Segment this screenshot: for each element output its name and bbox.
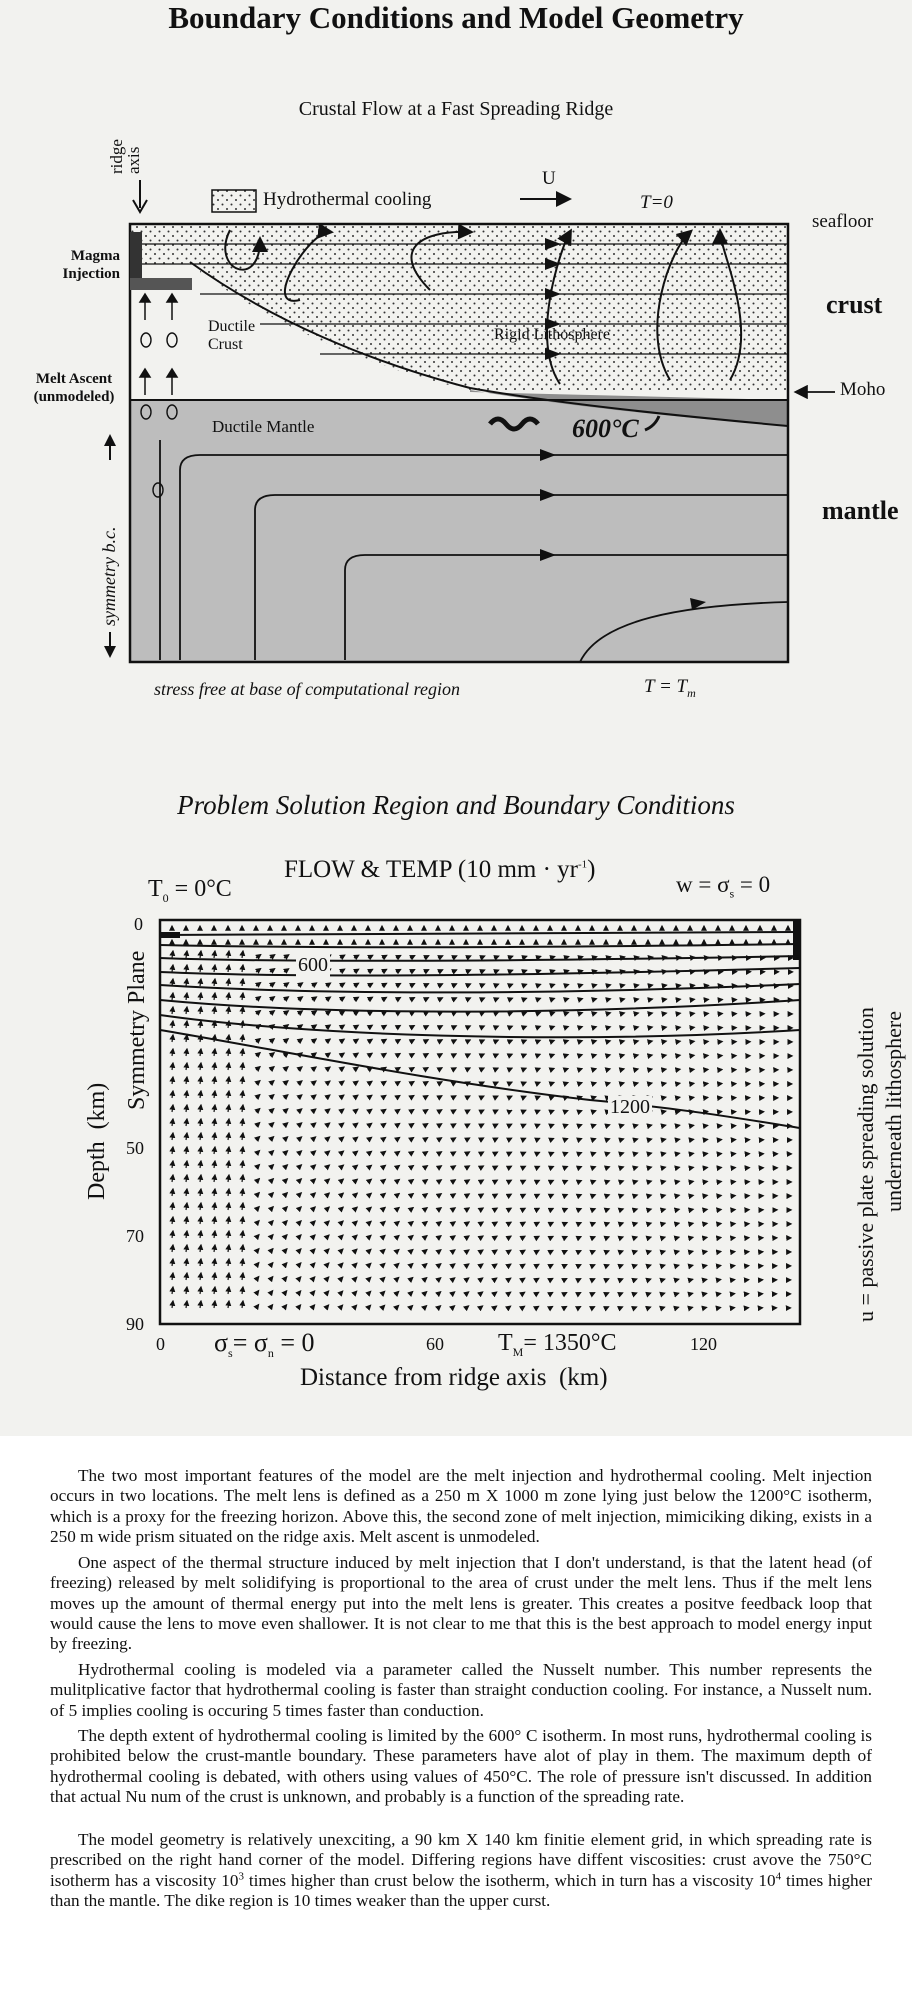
velocity-vector (718, 1083, 722, 1084)
velocity-vector (704, 1069, 708, 1070)
velocity-vector (704, 1083, 708, 1084)
y-tick-50: 50 (126, 1138, 144, 1158)
velocity-vector (718, 971, 723, 972)
velocity-vector (676, 1139, 680, 1140)
velocity-vector (690, 1041, 694, 1042)
velocity-vector (676, 1293, 679, 1294)
velocity-vector (704, 1013, 708, 1014)
velocity-vector (704, 1209, 707, 1210)
velocity-vector (676, 1041, 680, 1042)
velocity-vector (662, 1265, 665, 1266)
velocity-vector (704, 1027, 708, 1028)
ductile-crust-label: Ductile Crust (208, 318, 256, 353)
velocity-vector (662, 1293, 665, 1294)
velocity-vector (718, 1013, 722, 1014)
velocity-vector (662, 1251, 665, 1252)
velocity-vector (690, 1153, 694, 1154)
x-axis-label: Distance from ridge axis (km) (300, 1364, 608, 1391)
velocity-vector (704, 1181, 707, 1182)
rigid-lithosphere-label: Rigid Lithosphere (494, 326, 610, 343)
plot-title: FLOW & TEMP (10 mm · $yr^{-1}$) (284, 856, 596, 883)
velocity-vector (690, 1027, 694, 1028)
velocity-vector (690, 1251, 693, 1252)
velocity-vector (662, 1237, 665, 1238)
velocity-vector (704, 1167, 707, 1168)
bottom-bc-label: $\sigma_s= \sigma_n = 0$ (214, 1328, 315, 1361)
velocity-vector (704, 1111, 708, 1112)
body-text-panel (0, 1436, 912, 2000)
velocity-vector (704, 1153, 708, 1154)
x-tick-120: 120 (690, 1334, 717, 1354)
figure2-section-title: Problem Solution Region and Boundary Conditions (177, 790, 735, 820)
velocity-vector (704, 1265, 707, 1266)
velocity-label: U (542, 168, 556, 189)
velocity-vector (718, 1223, 721, 1224)
velocity-vector (662, 1069, 666, 1070)
velocity-vector (662, 1139, 666, 1140)
velocity-vector (690, 1139, 694, 1140)
velocity-vector (662, 1097, 666, 1098)
velocity-vector (662, 1153, 666, 1154)
velocity-vector (690, 1223, 693, 1224)
velocity-vector (718, 1027, 722, 1028)
paragraph-3: Hydrothermal cooling is modeled via a parameter called the Nusselt number. This number represents the mulitplicative factor that hydrothermal cooling is faster than straight conduction cooling. For instance, a Nusselt num. of 5 implies cooling is occuring 5 times faster than conduction. (50, 1660, 872, 1720)
moho-label: Moho (840, 379, 886, 400)
paragraph-1: The two most important features of the model are the melt injection and hydrothermal cooling. Melt injection occurs in two locations. The melt lens is defined as a 250 m X 1000 m zone lying just below the 1200°C isotherm, which is a proxy for the freezing horizon. Above this, the second zone of melt injection, mimiciking diking, exists in a 250 m wide prism situated on the ridge axis. Melt ascent is unmodeled. (50, 1466, 872, 1546)
velocity-vector (690, 1237, 693, 1238)
velocity-vector (704, 1307, 707, 1308)
velocity-vector (662, 1167, 665, 1168)
velocity-vector (718, 1097, 722, 1098)
velocity-vector (676, 1027, 680, 1028)
velocity-vector (718, 1069, 722, 1070)
velocity-vector (676, 1013, 680, 1014)
stress-free-label: stress free at base of computational region (154, 679, 460, 699)
velocity-vector (690, 985, 695, 986)
velocity-vector (718, 1041, 722, 1042)
velocity-vector (676, 1209, 679, 1210)
symmetry-plane-label: Symmetry Plane (124, 950, 150, 1110)
t0-label: $T_0 = 0^\circ C$ (148, 876, 232, 905)
velocity-vector (676, 1097, 680, 1098)
velocity-vector (690, 1181, 693, 1182)
velocity-vector (676, 1069, 680, 1070)
velocity-vector (704, 1041, 708, 1042)
velocity-vector (662, 999, 667, 1000)
velocity-vector (676, 1279, 679, 1280)
annotation-600c: 600°C (572, 414, 639, 443)
velocity-vector (662, 1055, 666, 1056)
symmetry-bc-label: symmetry b.c. (99, 526, 119, 626)
y-tick-70: 70 (126, 1226, 144, 1246)
velocity-vector (662, 1027, 666, 1028)
velocity-vector (718, 1055, 722, 1056)
velocity-vector (662, 1307, 665, 1308)
velocity-vector (704, 1125, 708, 1126)
velocity-vector (690, 1167, 693, 1168)
velocity-vector (718, 1209, 721, 1210)
y-axis-label: Depth (km) (84, 1082, 110, 1200)
velocity-vector (704, 1293, 707, 1294)
paragraph-4: The depth extent of hydrothermal cooling is limited by the 600° C isotherm. In most runs, hydrothermal cooling is prohibited below the crust-mantle boundary. These parameters have alot of play in them. The maximum depth of hydrothermal cooling is debated, with others using values of 450°C. The role of pressure isn't discussed. In addition that actual Nu num of the crust is unknown, and probably is a function of the spreading rate. (50, 1726, 872, 1806)
paragraph-2: One aspect of the thermal structure induced by melt injection that I don't understand, is that the latent head (of freezing) released by melt solidifying is proportional to the area of crust under the melt lens. Thus if the melt lens moves up the amount of thermal energy put into the melt lens is greater. This creates a positve feedback loop that would cause the lens to move even shallower. It is not clear to me that this is the best approach to model energy input by freezing. (50, 1553, 872, 1654)
velocity-vector (718, 1307, 721, 1308)
velocity-vector (718, 999, 723, 1000)
velocity-vector (676, 1153, 680, 1154)
velocity-vector (718, 1139, 722, 1140)
x-tick-60: 60 (426, 1334, 444, 1354)
velocity-vector (690, 1125, 694, 1126)
velocity-vector (718, 1181, 721, 1182)
mantle-region (130, 400, 788, 662)
velocity-vector (704, 1139, 708, 1140)
contour-label-600: 600 (298, 954, 328, 976)
figure1-diagram (0, 120, 912, 720)
velocity-vector (704, 1097, 708, 1098)
velocity-vector (676, 1055, 680, 1056)
velocity-vector (676, 1111, 680, 1112)
paragraph-5: The model geometry is relatively unexciting, a 90 km X 140 km finitie element grid, in which spreading rate is prescribed on the right hand corner of the model. Differing regions have diffent viscosities: crust avove the 750°C isotherm has a viscosity $10^3$ times higher than crust below the isotherm, which in turn has a viscosity $10^4$ times higher than the mantle. The dike region is 10 times weaker than the upper curst. (50, 1830, 872, 1910)
ridge-axis-label: ridge axis (107, 139, 143, 174)
velocity-vector (690, 1083, 694, 1084)
magma-injection-label: Magma Injection (62, 248, 120, 282)
velocity-vector (690, 1265, 693, 1266)
velocity-vector (676, 1167, 679, 1168)
ductile-mantle-label: Ductile Mantle (212, 417, 315, 436)
velocity-vector (690, 1013, 694, 1014)
velocity-vector (662, 1209, 665, 1210)
velocity-vector (718, 1195, 721, 1196)
velocity-vector (718, 1251, 721, 1252)
velocity-vector (704, 1237, 707, 1238)
tm-label: $T_M= 1350^\circ C$ (498, 1330, 617, 1359)
velocity-vector (718, 1279, 721, 1280)
velocity-vector (676, 1195, 679, 1196)
velocity-vector (676, 1181, 679, 1182)
velocity-vector (690, 1209, 693, 1210)
velocity-vector (704, 985, 709, 986)
velocity-vector (676, 1251, 679, 1252)
velocity-vector (662, 1083, 666, 1084)
velocity-vector (690, 1055, 694, 1056)
velocity-vector (704, 1251, 707, 1252)
velocity-vector (718, 985, 723, 986)
velocity-vector (676, 1307, 679, 1308)
top-right-bc-label: $w = \sigma_s = 0$ (676, 872, 771, 901)
velocity-vector (690, 1069, 694, 1070)
velocity-vector (704, 1195, 707, 1196)
velocity-vector (662, 1279, 665, 1280)
velocity-vector (718, 1237, 721, 1238)
velocity-vector (676, 1083, 680, 1084)
right-bc-label: u = passive plate spreading solution underneath lithosphere (853, 1007, 906, 1322)
y-tick-90: 90 (126, 1314, 144, 1334)
velocity-vector (704, 1223, 707, 1224)
velocity-vector (704, 1055, 708, 1056)
velocity-vector (662, 1041, 666, 1042)
velocity-vector (718, 1293, 721, 1294)
contour-label-1200: 1200 (610, 1096, 650, 1118)
velocity-vector (662, 985, 667, 986)
base-temp-label: $T = T_m$ (644, 676, 696, 700)
x-tick-0: 0 (156, 1334, 165, 1354)
velocity-vector (662, 1195, 665, 1196)
melt-lens (130, 278, 192, 290)
velocity-vector (676, 1237, 679, 1238)
velocity-vector (676, 1125, 680, 1126)
velocity-vector (690, 1279, 693, 1280)
velocity-vector (676, 1265, 679, 1266)
velocity-vector (718, 1265, 721, 1266)
velocity-vector (704, 999, 709, 1000)
velocity-vector (676, 999, 681, 1000)
velocity-vector (662, 1181, 665, 1182)
page-title: Boundary Conditions and Model Geometry (168, 0, 744, 35)
legend-dotted-swatch (212, 190, 256, 212)
velocity-vector (690, 1097, 694, 1098)
legend-label: Hydrothermal cooling (263, 189, 432, 210)
velocity-vector (662, 1223, 665, 1224)
velocity-vector (662, 1013, 666, 1014)
velocity-vector (718, 1111, 722, 1112)
velocity-vector (718, 1125, 722, 1126)
seafloor-label: seafloor (812, 211, 874, 232)
velocity-vector (676, 985, 681, 986)
velocity-vector (662, 1125, 666, 1126)
velocity-vector (704, 1279, 707, 1280)
crust-label: crust (826, 290, 883, 319)
velocity-vector (718, 1167, 721, 1168)
y-tick-0: 0 (134, 914, 143, 934)
surface-temp-label: T=0 (640, 192, 673, 213)
velocity-vector (690, 1293, 693, 1294)
velocity-vector (690, 1195, 693, 1196)
melt-ascent-label: Melt Ascent (unmodeled) (33, 371, 115, 405)
figure1-subtitle: Crustal Flow at a Fast Spreading Ridge (298, 98, 614, 120)
velocity-vector (662, 1111, 666, 1112)
mantle-label: mantle (822, 496, 899, 525)
velocity-vector (690, 999, 695, 1000)
velocity-vector (718, 1153, 722, 1154)
velocity-vector (676, 1223, 679, 1224)
velocity-vector (690, 1307, 693, 1308)
